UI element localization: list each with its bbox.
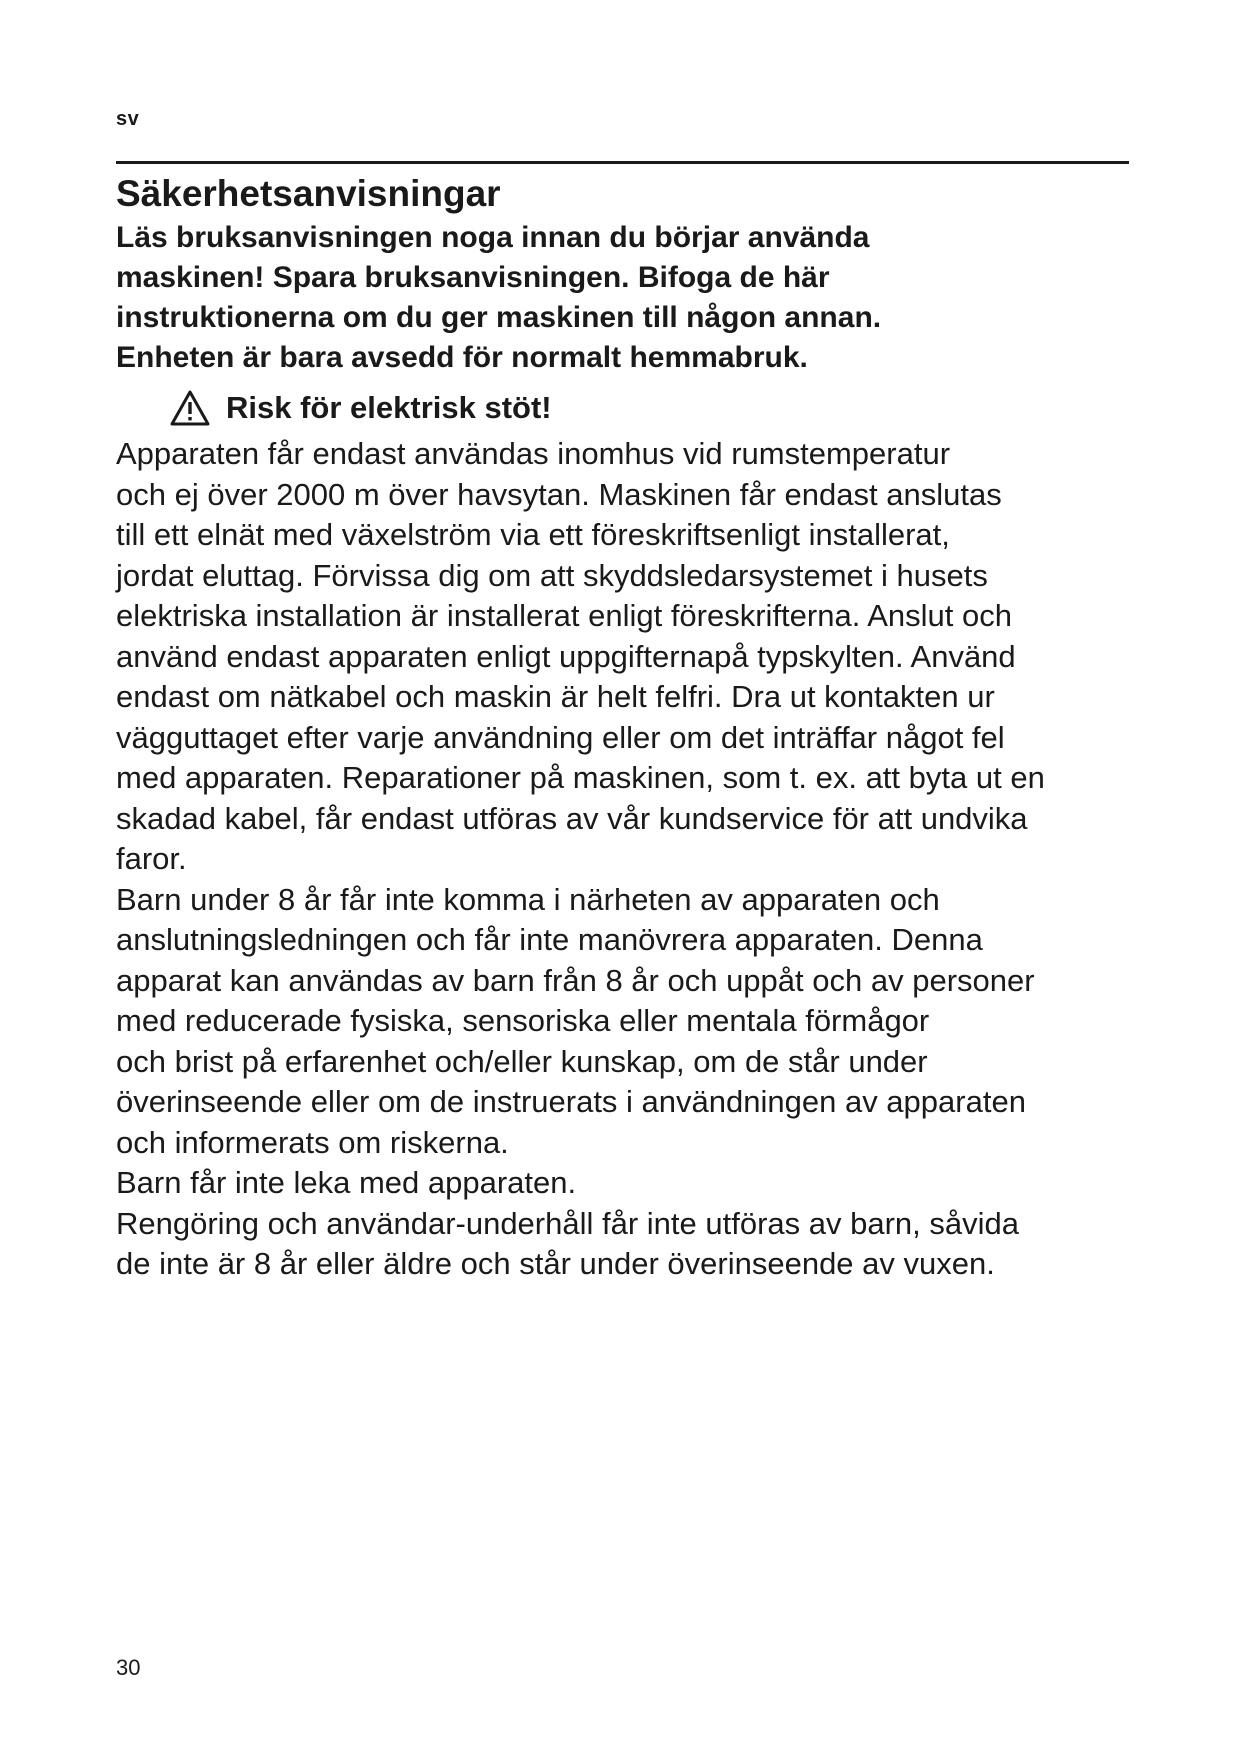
body-line: endast om nätkabel och maskin är helt felfri. Dra ut kontakten ur [116,679,995,714]
body-line: och ej över 2000 m över havsytan. Maskinen får endast anslutas [116,476,1002,512]
intro-line: Enheten är bara avsedd för normalt hemmabruk. [116,341,808,374]
intro-line: maskinen! Spara bruksanvisningen. Bifoga de här [116,261,830,294]
body-line: apparat kan användas av barn från 8 år och uppåt och av personer [116,962,1035,998]
body-line: skadad kabel, får endast utföras av vår kundservice för att undvika [116,800,1028,836]
intro-line: Läs bruksanvisningen noga innan du börjar använda [116,221,870,254]
warning-triangle-icon [170,390,210,426]
body-line: Rengöring och användar-underhåll får inte utföras av barn, såvida [116,1205,1019,1241]
page-number: 30 [116,1655,141,1680]
language-code: sv [116,108,140,130]
body-line: överinseende eller om de instruerats i användningen av apparaten [116,1084,1026,1119]
safety-section [116,170,1136,1285]
body-line: Barn under 8 år får inte komma i närheten av apparaten och [116,881,940,917]
electric-shock-warning [170,384,1136,432]
body-line: anslutningsledningen och får inte manövrera apparaten. Denna [116,922,983,957]
section-title: Säkerhetsanvisningar [116,173,501,214]
body-line: Barn får inte leka med apparaten. [116,1165,577,1200]
body-line: och informerats om riskerna. [116,1124,509,1160]
warning-label: Risk för elektrisk stöt! [226,390,552,425]
body-line: jordat eluttag. Förvissa dig om att skyddsledarsystemet i husets [116,557,988,593]
body-line: Apparaten får endast användas inomhus vid rumstemperatur [116,436,951,471]
body-line: faror. [116,841,187,876]
body-line: och brist på erfarenhet och/eller kunskap, om de står under [116,1043,928,1079]
header-divider [116,161,1129,164]
intro-line: instruktionerna om du ger maskinen till någon annan. [116,301,882,334]
body-line: elektriska installation är installerat enligt föreskrifterna. Anslut och [116,598,1012,633]
body-text [116,434,1136,1285]
body-line: med reducerade fysiska, sensoriska eller mentala förmågor [116,1003,930,1038]
body-line: vägguttaget efter varje användning eller om det inträffar något fel [116,719,1005,755]
body-line: till ett elnät med växelström via ett föreskriftsenligt installerat, [116,517,950,552]
body-line: använd endast apparaten enligt uppgifternapå typskylten. Använd [116,638,1016,674]
intro-paragraph [116,218,1136,378]
body-line: de inte är 8 år eller äldre och står under överinseende av vuxen. [116,1246,995,1281]
body-line: med apparaten. Reparationer på maskinen, som t. ex. att byta ut en [116,760,1045,795]
